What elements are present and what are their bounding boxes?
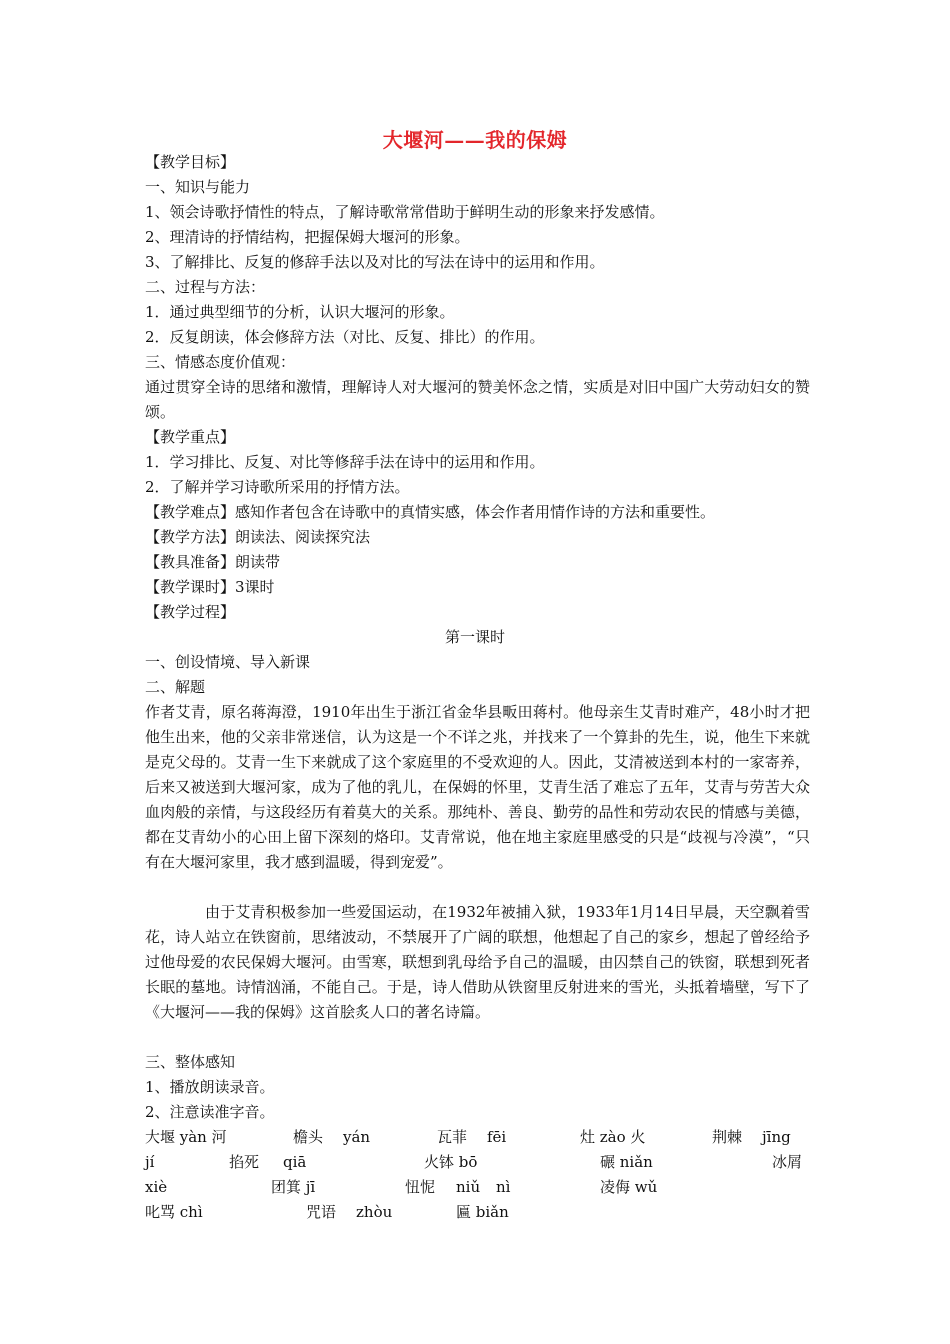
vocab-item: qiā — [283, 1153, 307, 1171]
vocab-item: 碾 niǎn — [600, 1153, 653, 1171]
key-point-item: 1．学习排比、反复、对比等修辞手法在诗中的运用和作用。 — [145, 453, 545, 471]
vocab-item: 火钵 bō — [424, 1153, 478, 1171]
sub-step: 2、注意读准字音。 — [145, 1103, 275, 1121]
key-point-item: 2．了解并学习诗歌所采用的抒情方法。 — [145, 478, 410, 496]
knowledge-item: 3、了解排比、反复的修辞手法以及对比的写法在诗中的运用和作用。 — [145, 253, 605, 271]
sub-step: 1、播放朗读录音。 — [145, 1078, 275, 1096]
step-heading: 一、创设情境、导入新课 — [145, 653, 311, 671]
knowledge-item: 2、理清诗的抒情结构，把握保姆大堰河的形象。 — [145, 228, 470, 246]
knowledge-item: 1、领会诗歌抒情性的特点，了解诗歌常常借助于鲜明生动的形象来抒发感情。 — [145, 203, 665, 221]
vocab-item: 瓦菲 — [437, 1128, 468, 1146]
step-heading: 三、整体感知 — [145, 1053, 236, 1071]
vocab-item: 灶 zào 火 — [580, 1128, 646, 1146]
lesson-title: 第一课时 — [444, 628, 505, 646]
vocab-item: 掐死 — [229, 1153, 260, 1171]
process-main-header: 【教学过程】 — [145, 603, 236, 621]
vocab-item: 忸怩 — [405, 1178, 436, 1196]
vocab-item: niǔ — [456, 1178, 481, 1196]
vocab-item: 檐头 — [293, 1128, 324, 1146]
process-header: 二、过程与方法： — [145, 278, 266, 296]
vocab-item: 匾 biǎn — [456, 1203, 509, 1221]
vocab-item: yán — [343, 1128, 371, 1146]
emotion-text: 通过贯穿全诗的思绪和激情，理解诗人对大堰河的赞美怀念之情，实质是对旧中国广大劳动妇女的赞颂。 — [145, 378, 810, 421]
author-intro-paragraph: 作者艾青，原名蒋海澄，1910年出生于浙江省金华县畈田蒋村。他母亲生艾青时难产，48小时才把他生出来，他的父亲非常迷信，认为这是一个不详之兆，并找来了一个算卦的先生，说，他生下来就是克父母的。艾青一生下来就成了这个家庭里的不受欢迎的人。因此，艾清被送到本村的一家寄养，后来又被送到大堰河家，成为了他的乳儿，在保姆的怀里，艾青生活了难忘了五年，艾青与劳苦大众血肉般的亲情，与这段经历有着莫大的关系。那纯朴、善良、勤劳的品性和劳动农民的情感与美德，都在艾青幼小的心田上留下深刻的烙印。艾青常说，他在地主家庭里感受的只是“歧视与冷漠”，“只有在大堰河家里，我才感到温暖，得到宠爱”。 — [145, 703, 810, 871]
process-item: 1．通过典型细节的分析，认识大堰河的形象。 — [145, 303, 455, 321]
vocab-item: 大堰 yàn 河 — [145, 1128, 227, 1146]
vocab-item: 咒语 — [306, 1203, 337, 1221]
tools-line: 【教具准备】朗读带 — [145, 553, 281, 571]
vocab-item: zhòu — [356, 1203, 393, 1221]
hours-line: 【教学课时】3课时 — [145, 578, 275, 596]
emotion-header: 三、情感态度价值观： — [145, 353, 296, 371]
process-item: 2．反复朗读，体会修辞方法（对比、反复、排比）的作用。 — [145, 328, 545, 346]
background-paragraph: 由于艾青积极参加一些爱国运动，在1932年被捕入狱，1933年1月14日早晨，天空飘着雪花，诗人站立在铁窗前，思绪波动，不禁展开了广阔的联想，他想起了自己的家乡，想起了曾经给予过他母爱的农民保姆大堰河。由雪寒，联想到乳母给予自己的温暖，由囚禁自己的铁窗，联想到死者长眠的墓地。诗情汹涌，不能自己。于是，诗人借助从铁窗里反射进来的雪光，头抵着墙壁，写下了《大堰河——我的保姆》这首脍炙人口的著名诗篇。 — [145, 903, 810, 1021]
vocab-item: 凌侮 wǔ — [600, 1178, 658, 1196]
vocab-item: nì — [496, 1178, 511, 1196]
document-title: 大堰河——我的保姆 — [382, 128, 568, 152]
step-heading: 二、解题 — [145, 678, 206, 696]
vocab-item: 冰屑 — [772, 1153, 803, 1171]
teaching-goals-header: 【教学目标】 — [145, 153, 236, 171]
vocab-item: 叱骂 chì — [145, 1203, 203, 1221]
vocab-item: 荆棘 — [712, 1128, 743, 1146]
vocab-item: xiè — [145, 1178, 168, 1196]
knowledge-header: 一、知识与能力 — [145, 178, 251, 196]
vocab-item: jīng — [762, 1128, 791, 1146]
key-points-header: 【教学重点】 — [145, 428, 236, 446]
vocab-item: fēi — [487, 1128, 507, 1146]
vocab-item: 团箕 jī — [271, 1178, 316, 1196]
method-line: 【教学方法】朗读法、阅读探究法 — [145, 528, 371, 546]
vocab-item: jí — [145, 1153, 155, 1171]
difficulty-line: 【教学难点】感知作者包含在诗歌中的真情实感，体会作者用情作诗的方法和重要性。 — [145, 503, 716, 521]
